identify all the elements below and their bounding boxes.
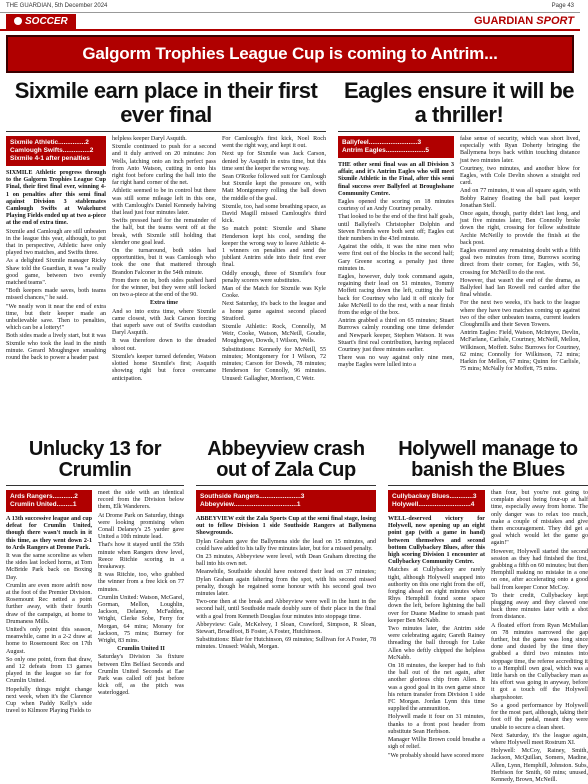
- subheading: Extra time: [150, 300, 178, 307]
- article-paragraph: "We probably should have scored more: [388, 752, 484, 759]
- headline-eagles: Eagles ensure it will be a thriller!: [343, 78, 575, 127]
- article-paragraph: WELL-deserved victory for Holywell, now opening up an eight point gap (with a game in hand) between themselves and second bottom Cullybackey Blues, after this high scoring Division 1 encounter at Cullybackey Community Centre.: [388, 516, 485, 566]
- article-paragraph: Antrim grabbed a third on 65 minutes; Stuart Burrows calmly rounding one time defender and Newpark keeper, Stephen Watson. It was Stuart's first real contribution, having replaced Courtney just three minutes earlier.: [338, 318, 454, 354]
- article-paragraph: A floated effort from Ryan McMullan on 78 minutes narrowed the gap further, but the game was long since done and dusted by the time they grabbed a third two minutes into stoppage time, the referee accrediting it to a Hemphill own goal, which was a little harsh on the Cullybackey man as his effort was going in anyway, before it got a touch off the Holywell sharpshooter.: [491, 622, 588, 701]
- article-paragraph: Next Saturday, it's back to the league and a home game against second placed Stratford.: [222, 301, 326, 322]
- article-column: [112, 136, 216, 426]
- article-column: [6, 490, 92, 730]
- result-line: Crumlin United.........1: [10, 501, 77, 508]
- article-paragraph: There was no way against only nine men, maybe Eagles were lulled into a: [338, 355, 454, 369]
- article-paragraph: Matches at Cullybackey are rarely tight, although Holywell snapped into authority on this one right from the off, forging ahead on eight minutes when Rhys Hemphill found some space down the left, before lightning the ball over for Duane Madine to smash past keeper Ben McNabb.: [388, 567, 485, 624]
- story-eagles-body: [338, 136, 580, 426]
- divider: [6, 485, 184, 486]
- article-paragraph: Swifts pressed hard for the remainder of the half, but the teams went off at the break, with Sixmile still holding that slender one goal lead.: [112, 218, 216, 246]
- result-box: [338, 136, 454, 158]
- article-column: [6, 136, 106, 426]
- masthead-date: THE GUARDIAN, 5th December 2024: [6, 3, 108, 9]
- article-paragraph: "We neatly won it near the end of extra time, but their keeper made an unbelievable save. Then to penalties, which can be a lottery!": [6, 303, 106, 332]
- article-paragraph: Sixmile Athletic: Rock, Connolly, M Weir, Cooke, Watson, McNeill, Goudie, Moughngwe, Dowds, I Wilson, Wells.: [222, 324, 326, 345]
- story-sixmile: [6, 79, 326, 431]
- article-paragraph: On the turnaround, both sides had opportunities, but it was Camlough who took the one that mattered through Brandon Falconer in the 54th minute.: [112, 248, 216, 276]
- article-paragraph: Sixmile's keeper turned defender, Watson slotted home Sixmile's first; Asquith showing right but force overcame anticipation.: [112, 353, 216, 382]
- result-line: Sixmile Athletic...............2: [10, 139, 89, 146]
- article-paragraph: Eagles ensured any remaining doubt with a fifth goal two minutes from time, Burrows scoring direct from their corner, for Eagles, with 56, crossing for McNeill to do the rest.: [460, 248, 580, 276]
- result-line: Camlough Swifts...............2: [10, 147, 94, 154]
- article-paragraph: So match point: Sixmile and Shane Henderson kept his cool, sending the keeper the wrong way to leave Athletic 4-1 winners on penalties and send the jubilant Antrim side into their first ever final.: [222, 226, 326, 269]
- result-line: Ards Rangers............2: [10, 493, 78, 500]
- article-column: [491, 490, 588, 783]
- brand-logo: [474, 15, 574, 27]
- article-paragraph: Sixmile continued to push for a second and it duly arrived on 20 minutes: Jon Wells, latching onto an inch perfect pass from Anto Watson, cutting in onto his right foot before curling the ball into the far right hand corner of the net.: [112, 144, 216, 187]
- section-label-text: SOCCER: [25, 15, 68, 27]
- article-paragraph: Saturday's Division 3a fixture between Elm Belfast Seconds and Crumlin United Seconds at Eae Park was called off just before kick off, as the pitch was waterlogged.: [98, 654, 184, 697]
- masthead: [0, 0, 580, 13]
- article-paragraph: Oddly enough, three of Sixmile's four penalty scorers were substitutes.: [222, 270, 326, 284]
- article-paragraph: Against the odds, it was the nine men who were first out of the blocks in the second half; Gary Greene scoring a penalty just three minutes in.: [338, 244, 454, 272]
- section-strip: [0, 13, 580, 31]
- result-line: Ballyfeel...........................3: [342, 139, 422, 146]
- article-paragraph: However, Holywell started the second session as they had finished the first, grabbing a fifth on 60 minutes; but then Hemphill making no mistake in a one on one, after accelerating onto a good ball from keeper Conor McCoy.: [491, 548, 588, 591]
- article-paragraph: And on 77 minutes, it was all square again, with Bobby Rainey floating the ball past keeper Jonathan Stell.: [460, 188, 580, 209]
- article-paragraph: meet the side with an identical record from the Division below them, Elk Wanderers.: [98, 490, 184, 511]
- article-column: [388, 490, 485, 759]
- brand-sport: SPORT: [536, 15, 574, 27]
- article-paragraph: Next Saturday, it's the league again, where Holywell meet Rostrum XI.: [491, 732, 588, 746]
- article-paragraph: Substitutions: Kennedy for McNeill, 55 minutes; Montgomery for I Wilson, 72 minutes; Carson for Dowds, 78 minutes; Henderson for Connolly, 96 minutes. Unused: Gallagher, Morrison, C Weir.: [222, 346, 326, 382]
- article-paragraph: Athletic seemed to be in control but there was still some mileage left in this one, with Camlough's Daniel Kennedy halving that lead just four minutes later.: [112, 188, 216, 217]
- result-box: [388, 490, 485, 512]
- story-holywell: [388, 438, 588, 783]
- story-crumlin-body: [6, 490, 184, 730]
- article-column: [460, 136, 580, 426]
- headline-abbeyview: Abbeyview crash out of Zala Cup: [207, 438, 365, 481]
- article-paragraph: Meanwhile, Southside should have restored their lead on 37 minutes; Dylan Graham again faltering from the spot, with his second missed penalty, though he regained some honour with his second goal two minutes later.: [196, 569, 376, 598]
- story-eagles: [338, 79, 580, 431]
- article-paragraph: Sixmile and Camlough are still unbeaten in the league this year, although, to put that in perspective, Athletic have only played two matches, and Swifts three.: [6, 228, 106, 257]
- article-paragraph: Man of the Match for Sixmile was Kyle Cooke.: [222, 286, 326, 300]
- article-paragraph: helpless keeper Daryl Asquith.: [112, 136, 187, 142]
- article-paragraph: Sixmile, too, had some breathing space, as David Magill missed Camlough's third kick.: [222, 203, 326, 225]
- article-paragraph: That's how it stayed until the 55th minute when Rangers drew level, Reece Ritchie scoring in a breakaway.: [98, 542, 184, 571]
- article-paragraph: Dylan Graham gave the Ballymena side the lead on 15 minutes, and could have added to his tally five minutes later, but for a missed penalty.: [196, 538, 376, 552]
- article-paragraph: Both sides made a lively start, but it was Sixmile who took the lead in the ninth minute. Gerard Moughngwe smashing round the back to power a header past: [6, 333, 106, 362]
- article-paragraph: Abbeyview: Gale, McKelvey, I Sloan, Crawford, Simpson, R Sloan, Stewart, Broadfoot, B Foster, A Foster, Hutchinson.: [196, 621, 376, 636]
- result-box: [196, 490, 376, 512]
- article-paragraph: Manager Willie Brown could breathe a sigh of relief.: [388, 737, 485, 751]
- article-column: [222, 136, 326, 426]
- article-paragraph: Courtney, two minutes, and another blow for Eagles, with Cole Devlin shown a straight red card.: [460, 165, 580, 187]
- result-line: Abbeyview...................................1: [200, 501, 301, 508]
- story-crumlin: [6, 439, 184, 729]
- subheading: Crumlin United II: [117, 646, 165, 653]
- section-label: [6, 14, 76, 29]
- article-paragraph: Sean O'Rorke followed suit for Camlough but Sixmile kept the pressure on, with Matt Montgomery rolling the ball down the middle of the goal.: [222, 174, 326, 202]
- result-line: Sixmile 4-1 after penalties: [10, 155, 90, 162]
- top-row: [6, 78, 580, 431]
- article-paragraph: On 23 minutes, Abbeyview were level, with Dean Graham directing the ball into his own net.: [196, 554, 376, 568]
- article-paragraph: SIXMILE Athletic progress through to the Galgorm Trophies League Cup Final, their first final ever, winning 4-1 on penalties after this semi final against Division 3 stablemates Camlough Swifts at Wakehurst Playing Fields ended up at two a-piece at the end of extra time.: [6, 170, 106, 227]
- article-paragraph: Eagles opened the scoring on 18 minutes courtesy of an Andy Courtney penalty.: [338, 199, 454, 213]
- article-paragraph: So a good performance by Holywell for the most part, although, taking their foot off the pedal, meant they were unable to secure a clean sheet.: [491, 702, 588, 731]
- article-paragraph: For the next two weeks, it's back to the league where they have two matches coming up against two of the other unbeaten teams, current leaders Cloughmills and their Seven Towers.: [460, 300, 580, 329]
- article-paragraph: On 18 minutes, the keeper had to fish the ball out of the net again, after another glorious chip from Allen. It was a good goal in its own game since his return transfer from Division 1 side FC Morgan. Jordan Lynn this time supplied the ammunition.: [388, 663, 485, 713]
- article-paragraph: That looked to be the end of the first half goals, until Ballyfeel's Christopher Dolphin and Steven Friends were both sent off; Eagles cut their numbers in the 43rd minute.: [338, 214, 454, 243]
- result-line: Antrim Eagles......................5: [342, 147, 430, 154]
- headline-sixmile: Sixmile earn place in their first ever final: [14, 78, 318, 127]
- article-paragraph: It was therefore down to the dreaded shoot out.: [112, 338, 216, 352]
- article-paragraph: Hopefully things might change next week, when it's the Clarence Cup when Paddy Kelly's side travel to Kilmore Playing Fields to: [6, 686, 92, 715]
- divider: [388, 485, 588, 486]
- article-paragraph: From there on in, both sides pushed hard for the winner, but they were still locked on two a-piece at the end of the 90.: [112, 277, 216, 299]
- article-paragraph: Substitutions: Blair for Hutchinson, 69 minutes; Sullivan for A Foster, 78 minutes. Unused: Walsh, Morgan.: [196, 637, 376, 651]
- article-paragraph: To their credit, Cullybackey kept plugging away and they clawed one back three minutes later with a shot from distance.: [491, 592, 588, 621]
- article-paragraph: Crumlin are even more adrift now at the foot of the Premier Division. Rosemount Rec netted a point further away, with their fourth draw of the campaign, at home to Drumaness Mills.: [6, 582, 92, 625]
- article-paragraph: THE other semi final was an all Division 3 affair, and it's Antrim Eagles who will meet Sixmile Athletic in the Final, after this semi final success over Ballyfeel at Broughshane Community Centre.: [338, 162, 454, 197]
- article-paragraph: United's only point this season, meanwhile, came in a 2-2 draw at home to Rosemount Rec on 17th August.: [6, 627, 92, 655]
- divider: [338, 131, 580, 132]
- article-paragraph: "Both keepers made saves, both teams missed chances," he said.: [6, 288, 106, 302]
- article-paragraph: than four, but you're not going to complain about being four-up at half time, especially away from home. The only danger was to relax too much, make a couple of mistakes and give them encouragement. They did get a goal which would let the game go again!": [491, 490, 588, 547]
- article-paragraph: However, that wasn't the end of the drama, as Ballyfeel had Ian Rowell red carded after the final whistle.: [460, 277, 580, 299]
- article-paragraph: And so into extra time, where Sixmile came closest, with Jack Carson forcing that superb save out of Swifts custodian Daryl Asquith.: [112, 308, 216, 337]
- page-number: Page 43: [551, 3, 574, 9]
- article-paragraph: A 13th successive league and cup defeat for Crumlin United, though there wasn't much in it this time, as they went down 2-1 to Ards Rangers at Drome Park.: [6, 516, 92, 551]
- brand-guardian: GUARDIAN: [473, 15, 534, 27]
- result-line: Southside Rangers.......................3: [200, 493, 305, 500]
- article-paragraph: Holywell made it four on 31 minutes, thanks to a front post header from substitute Sean Herbison.: [388, 714, 485, 735]
- article-paragraph: It was the same scoreline as when the sides last locked horns, at Tom McBride Park back on Boxing Day.: [6, 553, 92, 581]
- headline-crumlin: Unlucky 13 for Crumlin: [28, 438, 162, 481]
- article-paragraph: Holywell: McCoy, Rainey, Smith, Jackson, McQuillan, Somers, Madine, Allen, Lynn, Hemphill, Johnston. Subs, Herbison for Smith, 60 mins; unused, Kennedy, Brown, McNeill.: [491, 748, 588, 783]
- result-box: [6, 490, 92, 512]
- article-paragraph: For Camlough's first kick, Noel Roch went the right way, and kept it out.: [222, 136, 326, 150]
- divider: [196, 485, 376, 486]
- article-paragraph: false sense of security, which was short lived, especially with Ryan Doherty bringing the Ballymena boys back within touching distance just two minutes later.: [460, 136, 580, 164]
- result-line: Holywell.............................4: [392, 501, 475, 508]
- article-column: [196, 516, 376, 731]
- article-paragraph: It was Ritchie, too, who grabbed the winner from a free kick on 77 minutes.: [98, 572, 184, 593]
- article-paragraph: At Drome Park on Saturday, things were looking promising when Conall Delaney's 25 yarder gave United a 10th minute lead.: [98, 512, 184, 541]
- article-paragraph: Once again, though, parity didn't last long, and just five minutes later, Ben Connolly broke down the right, crossing for fellow substitute Archie McNeilly to provide the finish at the back post.: [460, 211, 580, 246]
- article-paragraph: Crumlin United: Watson, McGarel, Gorman, Mellon, Loughlin, Jackson, Delaney, McFadden, Wright, Clerke Sobe, Ferry for Morgan, 64 mins; Morany for Jackson, 75 mins; Burney for Wright, 83 mins.: [98, 594, 184, 645]
- article-paragraph: Two-one then at the break and Abbeyview were well in the hunt in the second half, until Southside made doubly sure of their place in the final with a goal from Kenneth Douglas four minutes into stoppage time.: [196, 599, 376, 620]
- article-column: [338, 136, 454, 426]
- result-line: Cullybackey Blues.............3: [392, 493, 477, 500]
- article-paragraph: As a delighted Sixmile manager Ricky Shaw told the Guardian, it was "a really good game, between two evenly matched teams".: [6, 258, 106, 287]
- bottom-row: [6, 438, 588, 783]
- story-abbeyview: [196, 439, 376, 729]
- banner-text: Galgorm Trophies League Cup is coming to Antrim...: [82, 44, 498, 63]
- headline-holywell: Holywell manage to banish the Blues: [398, 438, 578, 481]
- article-paragraph: Eagles, however, duly took command again, regaining their lead on 51 minutes, Tommy Moffett racing down the left, cutting the ball back for Courtney who laid it off nicely for Jake McNeill to do the rest, with a near finish from the edge of the box.: [338, 274, 454, 317]
- result-box: [6, 136, 106, 166]
- football-icon: [14, 17, 22, 25]
- feature-banner: [6, 35, 574, 73]
- story-sixmile-body: [6, 136, 326, 426]
- article-paragraph: Antrim Eagles: Field, Watson, McIntyre, Devlin, McFarlane, Carlisle, Courtney, McNeill, Mellon, Wilkinson, Moffett. Subs: Burrows for Courtney, 62 mins; Connolly for Wilkinson, 72 mins; Harkin for Mellon, 67 mins; Quinn for Carlisle, 75 mins; McNally for Moffett, 75 mins.: [460, 330, 580, 373]
- story-holywell-body: [388, 490, 588, 783]
- article-paragraph: So only one point, from that draw, and 12 defeats from 13 games played in the league so far for Crumlin United.: [6, 656, 92, 685]
- article-column: [98, 490, 184, 730]
- divider: [6, 131, 326, 132]
- article-paragraph: Next up for Sixmile was Jack Carson, denied by Asquith in extra time, but this time sent the keeper the wrong way.: [222, 151, 326, 172]
- article-paragraph: Two minutes later, the Antrim side were celebrating again; Gareth Rainey threading the ball through for Luke Allen who deftly chipped the helpless McNabb.: [388, 626, 485, 661]
- article-paragraph: ABBEYVIEW exit the Zala Sports Cup at the semi final stage, losing out to fellow Division 1 side Southside Rangers at Ballymena Showgrounds.: [196, 516, 376, 537]
